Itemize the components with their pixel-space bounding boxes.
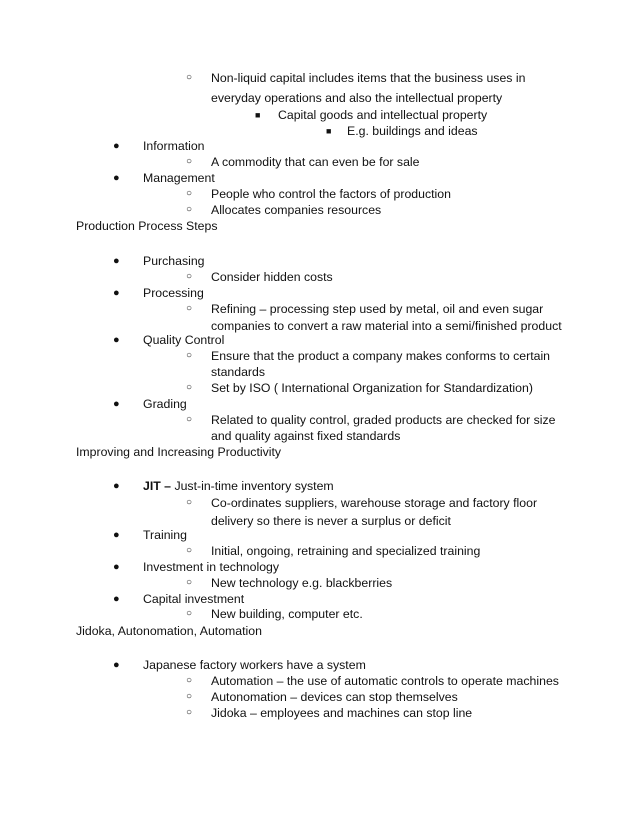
circle-bullet-icon: ○ [186,497,193,508]
disc-bullet-icon: ● [113,529,120,541]
circle-bullet-icon: ○ [186,382,193,393]
circle-bullet-icon: ○ [186,414,193,425]
item-text: Quality Control [143,333,225,347]
item-text: Co-ordinates suppliers, warehouse storage and factory floor [211,496,538,510]
item-text: Allocates companies resources [211,203,382,217]
circle-bullet-icon: ○ [186,545,193,556]
item-text: Related to quality control, graded products are checked for size [211,413,556,427]
item-continuation: and quality against fixed standards [211,429,401,443]
item-text: Purchasing [143,254,205,268]
item-text: Refining – processing step used by metal, oil and even sugar [211,302,544,316]
item-text: Processing [143,286,204,300]
section-heading: Jidoka, Autonomation, Automation [76,624,262,638]
item-text: Initial, ongoing, retraining and specialized training [211,544,481,558]
circle-bullet-icon: ○ [186,204,193,215]
item-text: Consider hidden costs [211,270,333,284]
item-text: Investment in technology [143,560,280,574]
item-text: New technology e.g. blackberries [211,576,393,590]
disc-bullet-icon: ● [113,172,120,184]
item-continuation: standards [211,365,266,379]
disc-bullet-icon: ● [113,561,120,573]
circle-bullet-icon: ○ [186,691,193,702]
disc-bullet-icon: ● [113,659,120,671]
item-text: Capital investment [143,592,245,606]
circle-bullet-icon: ○ [186,675,193,686]
square-bullet-icon: ■ [326,126,332,136]
item-text: Automation – the use of automatic controls to operate machines [211,674,559,688]
disc-bullet-icon: ● [113,398,120,410]
item-text: Set by ISO ( International Organization for Standardization) [211,381,533,395]
item-text: Training [143,528,187,542]
section-heading: Improving and Increasing Productivity [76,445,282,459]
square-bullet-icon: ■ [255,110,261,120]
item-text: Autonomation – devices can stop themselves [211,690,458,704]
item-text: Non-liquid capital includes items that the business uses in [211,71,526,85]
section-heading: Production Process Steps [76,219,218,233]
circle-bullet-icon: ○ [186,577,193,588]
circle-bullet-icon: ○ [186,188,193,199]
item-text: Information [143,139,205,153]
item-text: People who control the factors of production [211,187,451,201]
circle-bullet-icon: ○ [186,156,193,167]
item-text: Grading [143,397,187,411]
item-text: Japanese factory workers have a system [143,658,366,672]
item-text [143,478,334,494]
item-text: Management [143,171,215,185]
disc-bullet-icon: ● [113,480,120,492]
item-text: New building, computer etc. [211,607,363,621]
disc-bullet-icon: ● [113,255,120,267]
circle-bullet-icon: ○ [186,271,193,282]
item-text: A commodity that can even be for sale [211,155,420,169]
item-continuation: companies to convert a raw material into a semi/finished product [211,319,562,333]
circle-bullet-icon: ○ [186,72,193,83]
item-text: Jidoka – employees and machines can stop line [211,706,473,720]
item-continuation: everyday operations and also the intellectual property [211,91,503,105]
circle-bullet-icon: ○ [186,303,193,314]
item-text: E.g. buildings and ideas [347,124,478,138]
item-text: Ensure that the product a company makes conforms to certain [211,349,551,363]
item-continuation: delivery so there is never a surplus or deficit [211,514,451,528]
item-text: Capital goods and intellectual property [278,108,488,122]
disc-bullet-icon: ● [113,593,120,605]
jit-description: Just-in-time inventory system [171,479,334,493]
circle-bullet-icon: ○ [186,707,193,718]
disc-bullet-icon: ● [113,287,120,299]
jit-bold-term: JIT – [143,479,172,493]
disc-bullet-icon: ● [113,334,120,346]
circle-bullet-icon: ○ [186,350,193,361]
circle-bullet-icon: ○ [186,608,193,619]
disc-bullet-icon: ● [113,140,120,152]
